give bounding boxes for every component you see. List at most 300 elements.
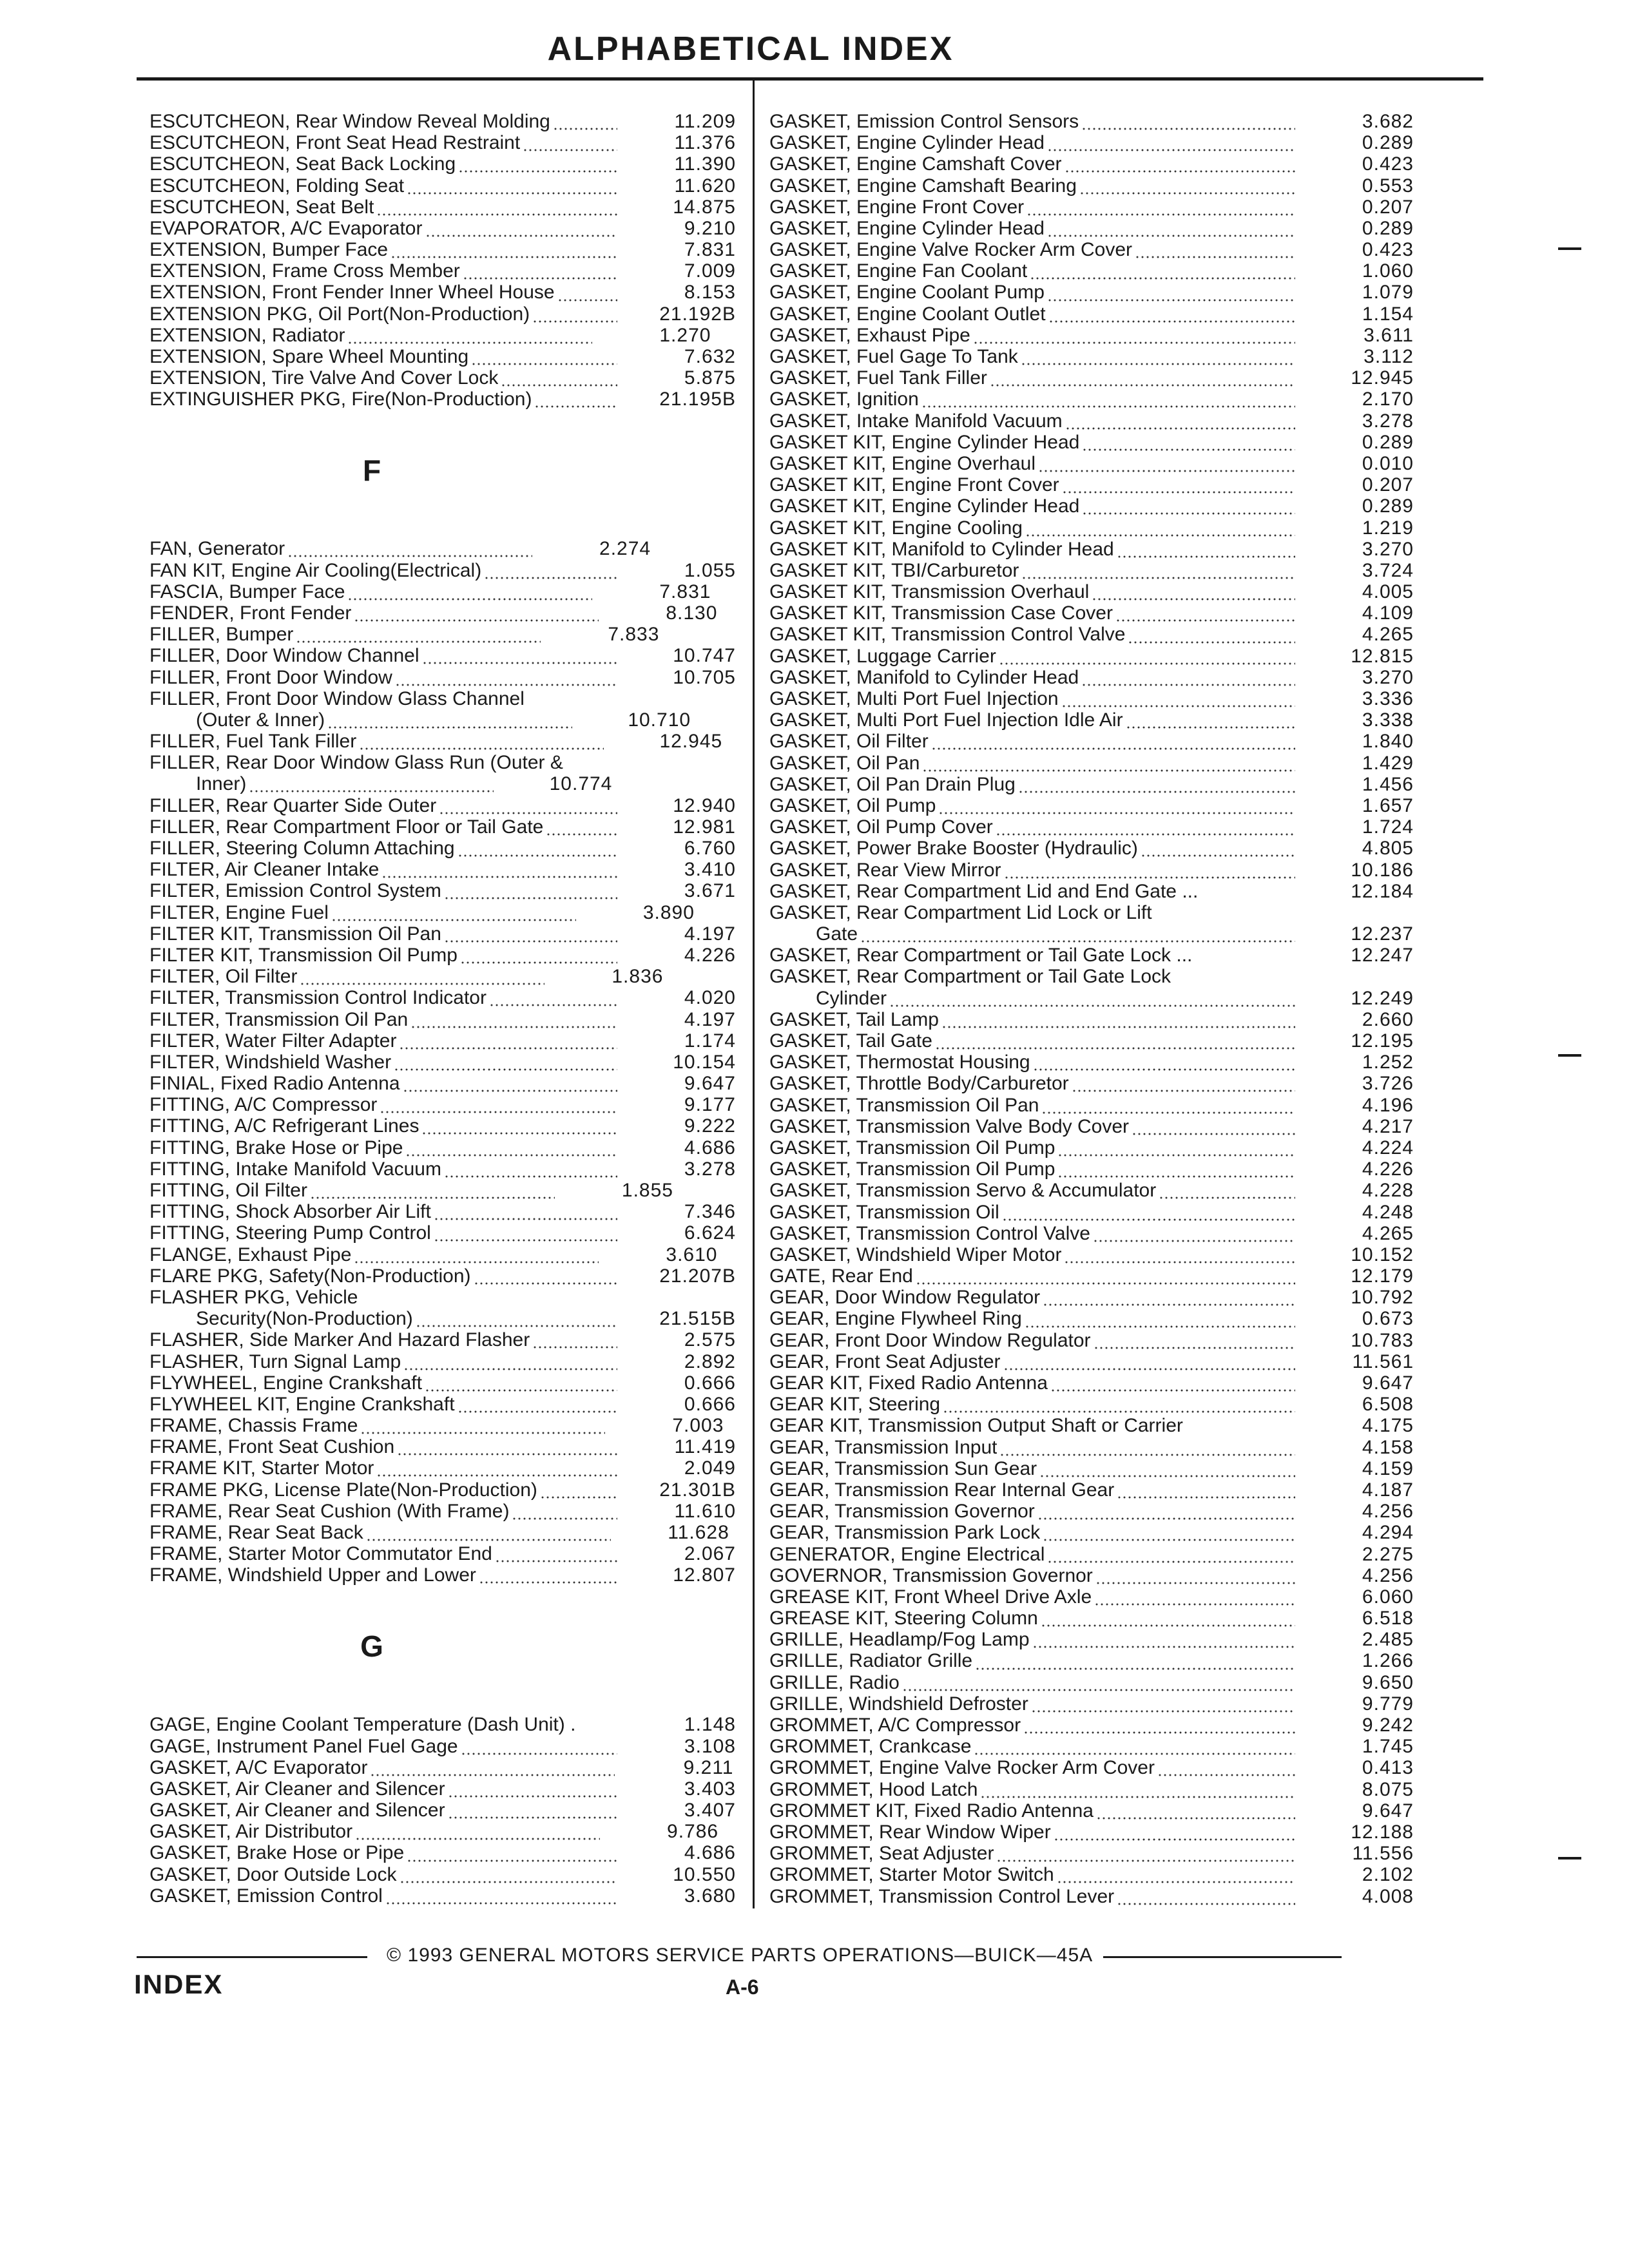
dot-leader [1002, 1202, 1295, 1223]
entry-description: EXTENSION, Radiator [149, 324, 345, 346]
entry-reference: 11.561 [1352, 1350, 1414, 1372]
index-entry [149, 325, 736, 346]
entry-reference: 0.207 [1362, 196, 1414, 218]
dot-leader [370, 1757, 615, 1778]
entry-description: GASKET, Fuel Tank Filler [769, 367, 987, 389]
entry-reference: 8.153 [684, 282, 736, 303]
entry-description: FILLER, Steering Column Attaching [149, 838, 455, 860]
entry-description: GEAR, Transmission Park Lock [769, 1522, 1041, 1544]
entry-reference: 3.726 [1362, 1073, 1414, 1095]
dot-leader [546, 816, 617, 838]
dot-leader [527, 688, 617, 709]
index-entry [769, 1565, 1414, 1586]
entry-description: EXTENSION, Frame Cross Member [149, 260, 460, 282]
index-entry [769, 175, 1414, 197]
index-entry [769, 1715, 1414, 1736]
entry-description: FITTING, Intake Manifold Vacuum [149, 1158, 441, 1180]
index-entry [149, 752, 736, 773]
entry-description: FAN KIT, Engine Air Cooling(Electrical) [149, 559, 482, 581]
entry-reference: 4.805 [1362, 838, 1414, 860]
entry-description: GROMMET, Crankcase [769, 1736, 972, 1758]
entry-reference: 12.940 [673, 794, 736, 816]
entry-reference: 21.207B [659, 1265, 736, 1287]
dot-leader [1081, 111, 1295, 132]
entry-description: GEAR KIT, Transmission Output Shaft or Carrier [769, 1415, 1183, 1437]
entry-reference: 4.187 [1362, 1479, 1414, 1501]
entry-reference: 4.008 [1362, 1885, 1414, 1907]
entry-reference: 10.747 [673, 645, 736, 667]
entry-reference: 4.005 [1362, 581, 1414, 603]
entry-description: GASKET, Rear View Mirror [769, 859, 1001, 881]
dot-leader [1037, 1501, 1295, 1522]
entry-reference: 3.611 [1364, 324, 1414, 346]
entry-description: GASKET, Multi Port Fuel Injection [769, 688, 1059, 710]
entry-reference: 10.550 [673, 1863, 736, 1885]
entry-description: GASKET KIT, Engine Cylinder Head [769, 495, 1080, 517]
entry-reference: 9.177 [684, 1094, 736, 1116]
dot-leader [460, 945, 617, 966]
entry-description: GEAR, Engine Flywheel Ring [769, 1308, 1022, 1330]
spacer [149, 495, 736, 538]
dot-leader [1047, 1544, 1295, 1565]
index-entry [149, 602, 736, 624]
dot-leader [399, 1030, 617, 1052]
entry-reference: 1.745 [1362, 1736, 1414, 1758]
dot-leader [990, 367, 1295, 389]
index-entry [769, 1394, 1414, 1415]
dot-leader [310, 1180, 555, 1201]
entry-description: FILTER, Windshield Washer [149, 1051, 392, 1073]
entry-description: (Outer & Inner) [196, 709, 325, 731]
entry-description: FILLER, Front Door Window Glass Channel [149, 687, 525, 709]
entry-description: FILTER, Air Cleaner Intake [149, 859, 380, 881]
index-entry [149, 1115, 736, 1137]
entry-description: GASKET, Engine Cylinder Head [769, 217, 1045, 239]
index-entry [769, 197, 1414, 218]
dot-leader [902, 1672, 1295, 1693]
index-entry [149, 175, 736, 197]
dot-leader [489, 987, 617, 1008]
entry-description: GASKET, Manifold to Cylinder Head [769, 666, 1079, 688]
index-entry [769, 1586, 1414, 1608]
entry-description: FINIAL, Fixed Radio Antenna [149, 1073, 400, 1095]
entry-description: FILLER, Rear Compartment Floor or Tail Gate [149, 816, 544, 838]
entry-description: FITTING, Brake Hose or Pipe [149, 1137, 403, 1158]
entry-description: GASKET, Ignition [769, 389, 919, 410]
entry-description: GEAR, Transmission Governor [769, 1501, 1035, 1523]
index-entry [149, 1564, 736, 1586]
index-entry [769, 1372, 1414, 1394]
entry-reference: 0.413 [1362, 1757, 1414, 1779]
entry-reference: 4.109 [1362, 602, 1414, 624]
dot-leader [1018, 774, 1295, 795]
index-entry [769, 517, 1414, 539]
entry-reference: 7.346 [684, 1201, 736, 1223]
entry-description: EVAPORATOR, A/C Evaporator [149, 217, 423, 239]
entry-reference: 4.686 [684, 1842, 736, 1864]
entry-description: FITTING, A/C Compressor [149, 1094, 378, 1116]
dot-leader [448, 1800, 617, 1821]
entry-description: GASKET, Engine Fan Coolant [769, 260, 1028, 282]
entry-reference: 12.981 [673, 816, 736, 838]
entry-description: FRAME, Front Seat Cushion [149, 1436, 395, 1458]
index-entry [769, 1309, 1414, 1330]
dot-leader [980, 1779, 1295, 1800]
entry-description: GROMMET, Seat Adjuster [769, 1843, 994, 1865]
dot-leader [416, 1308, 617, 1329]
entry-description: FILTER KIT, Transmission Oil Pump [149, 944, 458, 966]
index-entry [769, 1843, 1414, 1864]
dot-leader [1141, 838, 1295, 859]
index-entry [149, 773, 736, 794]
index-entry [769, 1437, 1414, 1458]
entry-description: ESCUTCHEON, Folding Seat [149, 175, 405, 197]
entry-description: FLANGE, Exhaust Pipe [149, 1244, 352, 1265]
entry-description: GASKET, Rear Compartment or Tail Gate Lock ... [769, 945, 1193, 966]
entry-description: GASKET, Emission Control [149, 1885, 383, 1907]
index-entry [769, 709, 1414, 731]
index-entry [769, 346, 1414, 367]
index-entry [769, 1544, 1414, 1565]
dot-leader [407, 1843, 617, 1864]
entry-reference: 12.815 [1351, 645, 1414, 667]
entry-description: GASKET, Brake Hose or Pipe [149, 1842, 405, 1864]
dot-leader [376, 1457, 617, 1479]
index-entry [769, 389, 1414, 410]
entry-reference: 4.196 [1362, 1094, 1414, 1116]
index-entry [149, 1543, 736, 1564]
entry-description: GASKET KIT, Manifold to Cylinder Head [769, 538, 1114, 560]
entry-reference: 21.192B [659, 303, 736, 325]
index-entry [149, 645, 736, 666]
dot-leader [566, 752, 617, 773]
dot-leader [1135, 239, 1295, 260]
entry-description: GROMMET, Engine Valve Rocker Arm Cover [769, 1757, 1155, 1779]
dot-leader [405, 1137, 617, 1158]
entry-description: FILLER, Door Window Channel [149, 645, 419, 667]
copyright-notice: © 1993 GENERAL MOTORS SERVICE PARTS OPERATIONS—BUICK—45A [387, 1945, 1094, 1966]
dot-leader [1132, 1116, 1295, 1137]
dot-leader [1064, 1244, 1295, 1265]
dot-leader [1065, 153, 1295, 175]
index-entry [769, 239, 1414, 260]
entry-description: FENDER, Front Fender [149, 602, 352, 624]
entry-description: FRAME KIT, Starter Motor [149, 1457, 374, 1479]
entry-description: FRAME, Rear Seat Back [149, 1522, 363, 1544]
entry-description: FITTING, Shock Absorber Air Lift [149, 1201, 431, 1223]
entry-description: FILLER, Rear Door Window Glass Run (Outer & [149, 752, 563, 774]
entry-description: GREASE KIT, Steering Column [769, 1608, 1038, 1629]
entry-description: GROMMET, Transmission Control Lever [769, 1885, 1115, 1907]
index-entry [149, 346, 736, 367]
dot-leader [532, 1329, 617, 1350]
dot-leader [1038, 453, 1295, 474]
dot-leader [534, 389, 617, 410]
entry-description: GAGE, Instrument Panel Fuel Gage [149, 1735, 458, 1757]
entry-reference: 12.237 [1351, 923, 1414, 945]
index-entry [769, 1244, 1414, 1265]
entry-reference: 10.792 [1351, 1287, 1414, 1309]
entry-description: GASKET, Exhaust Pipe [769, 324, 970, 346]
index-entry [769, 1116, 1414, 1137]
entry-description: GASKET, Fuel Gage To Tank [769, 346, 1018, 368]
dot-leader [425, 218, 618, 239]
index-entry [149, 1329, 736, 1350]
entry-reference: 21.301B [659, 1479, 736, 1501]
entry-reference: 10.783 [1351, 1329, 1414, 1351]
dot-leader [1072, 1073, 1295, 1094]
entry-description: GASKET, Engine Coolant Pump [769, 282, 1045, 303]
entry-reference: 3.407 [684, 1800, 736, 1821]
entry-reference: 12.945 [659, 731, 723, 753]
entry-reference: 4.020 [684, 987, 736, 1009]
entry-description: GROMMET, Rear Window Wiper [769, 1821, 1051, 1843]
entry-reference: 0.673 [1362, 1308, 1414, 1330]
entry-reference: 9.647 [1362, 1372, 1414, 1394]
dot-leader [376, 197, 617, 218]
dot-leader [921, 389, 1295, 410]
entry-reference: 11.376 [674, 132, 736, 154]
entry-description: GASKET KIT, Engine Overhaul [769, 452, 1036, 474]
index-entry [149, 1009, 736, 1030]
dot-leader [1117, 1886, 1295, 1907]
section-letter: F [362, 454, 381, 488]
index-entry [149, 1800, 736, 1821]
entry-description: GASKET, Transmission Valve Body Cover [769, 1115, 1129, 1137]
dot-leader [1155, 902, 1295, 923]
index-entry [149, 1222, 736, 1244]
index-entry [769, 560, 1414, 581]
entry-reference: 9.647 [684, 1073, 736, 1095]
index-entry [769, 966, 1414, 988]
entry-description: EXTENSION, Front Fender Inner Wheel House [149, 282, 555, 303]
index-entry [769, 881, 1414, 902]
entry-description: GASKET, Air Cleaner and Silencer [149, 1800, 445, 1821]
entry-description: FRAME PKG, License Plate(Non-Production) [149, 1479, 537, 1501]
section-label: INDEX [134, 1969, 224, 1999]
dot-leader [1115, 602, 1295, 624]
dot-leader [1057, 1158, 1295, 1180]
entry-description: EXTENSION PKG, Oil Port(Non-Production) [149, 303, 530, 325]
entry-description: FASCIA, Bumper Face [149, 581, 345, 602]
index-entry [769, 1137, 1414, 1158]
dot-leader [444, 1158, 617, 1180]
entry-reference: 12.807 [673, 1564, 736, 1586]
entry-reference: 2.660 [1362, 1008, 1414, 1030]
index-entry [769, 1030, 1414, 1052]
index-entry [769, 1651, 1414, 1672]
dot-leader [1047, 218, 1295, 239]
margin-tick [1558, 1857, 1581, 1860]
index-entry [769, 1351, 1414, 1372]
entry-reference: 2.275 [1362, 1543, 1414, 1565]
index-entry [769, 474, 1414, 495]
index-entry [769, 774, 1414, 795]
index-entry [149, 1052, 736, 1073]
entry-description: GEAR, Front Door Window Regulator [769, 1329, 1091, 1351]
margin-tick [1558, 247, 1581, 250]
dot-leader [1041, 1095, 1295, 1116]
entry-description: Security(Non-Production) [196, 1308, 413, 1330]
dot-leader [1021, 346, 1295, 367]
entry-reference: 1.252 [1362, 1052, 1414, 1073]
dot-leader [1094, 1330, 1295, 1351]
entry-reference: 9.210 [684, 217, 736, 239]
dot-leader [390, 239, 617, 260]
entry-reference: 4.256 [1362, 1501, 1414, 1523]
entry-reference: 1.456 [1362, 773, 1414, 795]
index-entry [149, 111, 736, 132]
entry-reference: 1.055 [684, 559, 736, 581]
entry-description: Inner) [196, 773, 247, 795]
dot-leader [860, 923, 1295, 945]
entry-description: GASKET, Air Distributor [149, 1821, 353, 1843]
index-entry [149, 987, 736, 1008]
index-entry [769, 602, 1414, 624]
entry-description: GASKET KIT, Transmission Control Valve [769, 624, 1126, 646]
spacer [149, 410, 736, 453]
index-entry [149, 1479, 736, 1501]
entry-reference: 11.610 [674, 1500, 736, 1522]
index-entry [149, 688, 736, 709]
dot-leader [1025, 517, 1295, 539]
index-entry [769, 539, 1414, 560]
dot-leader [439, 795, 617, 816]
section-letter: G [360, 1629, 383, 1663]
index-entry [769, 902, 1414, 923]
index-entry [149, 303, 736, 325]
index-entry [149, 1714, 736, 1735]
index-entry [149, 1436, 736, 1457]
index-entry [149, 1757, 736, 1778]
index-entry [769, 1202, 1414, 1223]
index-entry [149, 923, 736, 945]
entry-description: FRAME, Windshield Upper and Lower [149, 1564, 476, 1586]
dot-leader [973, 325, 1295, 346]
index-entry [149, 1137, 736, 1158]
entry-reference: 11.209 [674, 110, 736, 132]
entry-reference: 7.831 [659, 581, 711, 602]
dot-leader [1082, 495, 1295, 517]
dot-leader [407, 175, 617, 197]
index-entry [149, 1265, 736, 1287]
entry-description: GASKET, Transmission Oil Pan [769, 1094, 1039, 1116]
index-entry [149, 538, 736, 559]
entry-reference: 1.270 [659, 324, 711, 346]
entry-reference: 7.003 [672, 1415, 724, 1437]
entry-reference: 3.890 [642, 901, 695, 923]
footer-rule-right [1103, 1956, 1342, 1958]
index-entry [769, 218, 1414, 239]
entry-reference: 10.154 [673, 1051, 736, 1073]
dot-leader [380, 1094, 617, 1115]
entry-reference: 1.840 [1362, 731, 1414, 753]
dot-leader [1039, 1458, 1295, 1479]
entry-description: GASKET KIT, TBI/Carburetor [769, 559, 1019, 581]
index-entry [769, 132, 1414, 153]
entry-description: FILTER, Emission Control System [149, 880, 441, 902]
dot-leader [444, 880, 617, 901]
dot-leader [1096, 1800, 1295, 1821]
index-entry [149, 197, 736, 218]
index-entry [149, 731, 736, 752]
entry-reference: 3.724 [1362, 559, 1414, 581]
entry-reference: 0.289 [1362, 217, 1414, 239]
entry-description: GRILLE, Radiator Grille [769, 1650, 973, 1672]
entry-reference: 2.170 [1362, 389, 1414, 410]
dot-leader [296, 624, 541, 645]
index-entry [149, 880, 736, 901]
entry-description: GASKET, Tail Lamp [769, 1008, 939, 1030]
index-entry [769, 260, 1414, 282]
entry-reference: 2.892 [684, 1350, 736, 1372]
page-number: A-6 [726, 1975, 759, 1999]
dot-leader [1043, 1287, 1295, 1308]
index-entry [149, 1736, 736, 1757]
entry-description: GASKET, A/C Evaporator [149, 1756, 368, 1778]
entry-reference: 1.266 [1362, 1650, 1414, 1672]
dot-leader [1092, 581, 1295, 602]
dot-leader [331, 902, 576, 923]
index-entry [149, 1287, 736, 1308]
index-entry [149, 1372, 736, 1394]
dot-leader [523, 132, 617, 153]
index-entry [769, 945, 1414, 966]
dot-leader [1095, 1565, 1295, 1586]
dot-leader [1082, 432, 1295, 453]
dot-leader [381, 859, 617, 880]
index-entry [149, 367, 736, 389]
index-entry [149, 1073, 736, 1094]
entry-description: ESCUTCHEON, Seat Belt [149, 196, 374, 218]
index-entry [149, 153, 736, 175]
index-entry [769, 367, 1414, 389]
entry-reference: 11.628 [668, 1522, 729, 1544]
dot-leader [999, 646, 1295, 667]
entry-reference: 3.403 [684, 1778, 736, 1800]
dot-leader [403, 1351, 617, 1372]
entry-reference: 10.152 [1351, 1244, 1414, 1265]
entry-reference: 3.270 [1362, 538, 1414, 560]
dot-leader [943, 1394, 1295, 1415]
margin-tick [1558, 1054, 1581, 1057]
index-entry [149, 1244, 736, 1265]
entry-reference: 8.130 [666, 602, 718, 624]
entry-description: GATE, Rear End [769, 1265, 913, 1287]
index-entry [149, 282, 736, 303]
entry-reference: 4.256 [1362, 1564, 1414, 1586]
entry-reference: 3.610 [666, 1244, 718, 1265]
dot-leader [458, 153, 617, 175]
index-entry [769, 1009, 1414, 1030]
dot-leader [458, 1394, 617, 1415]
index-entry [149, 624, 736, 645]
dot-leader [996, 1843, 1295, 1864]
index-entry [769, 581, 1414, 602]
entry-reference: 0.289 [1362, 132, 1414, 154]
entry-description: Gate [816, 923, 858, 945]
entry-reference: 3.270 [1362, 666, 1414, 688]
entry-reference: 4.248 [1362, 1201, 1414, 1223]
entry-reference: 4.294 [1362, 1522, 1414, 1544]
index-entry [149, 816, 736, 838]
index-entry [769, 860, 1414, 881]
entry-reference: 4.224 [1362, 1137, 1414, 1158]
footer-rule-left [137, 1956, 367, 1958]
index-entry [769, 432, 1414, 453]
dot-leader [935, 1030, 1295, 1052]
index-entry [769, 923, 1414, 945]
